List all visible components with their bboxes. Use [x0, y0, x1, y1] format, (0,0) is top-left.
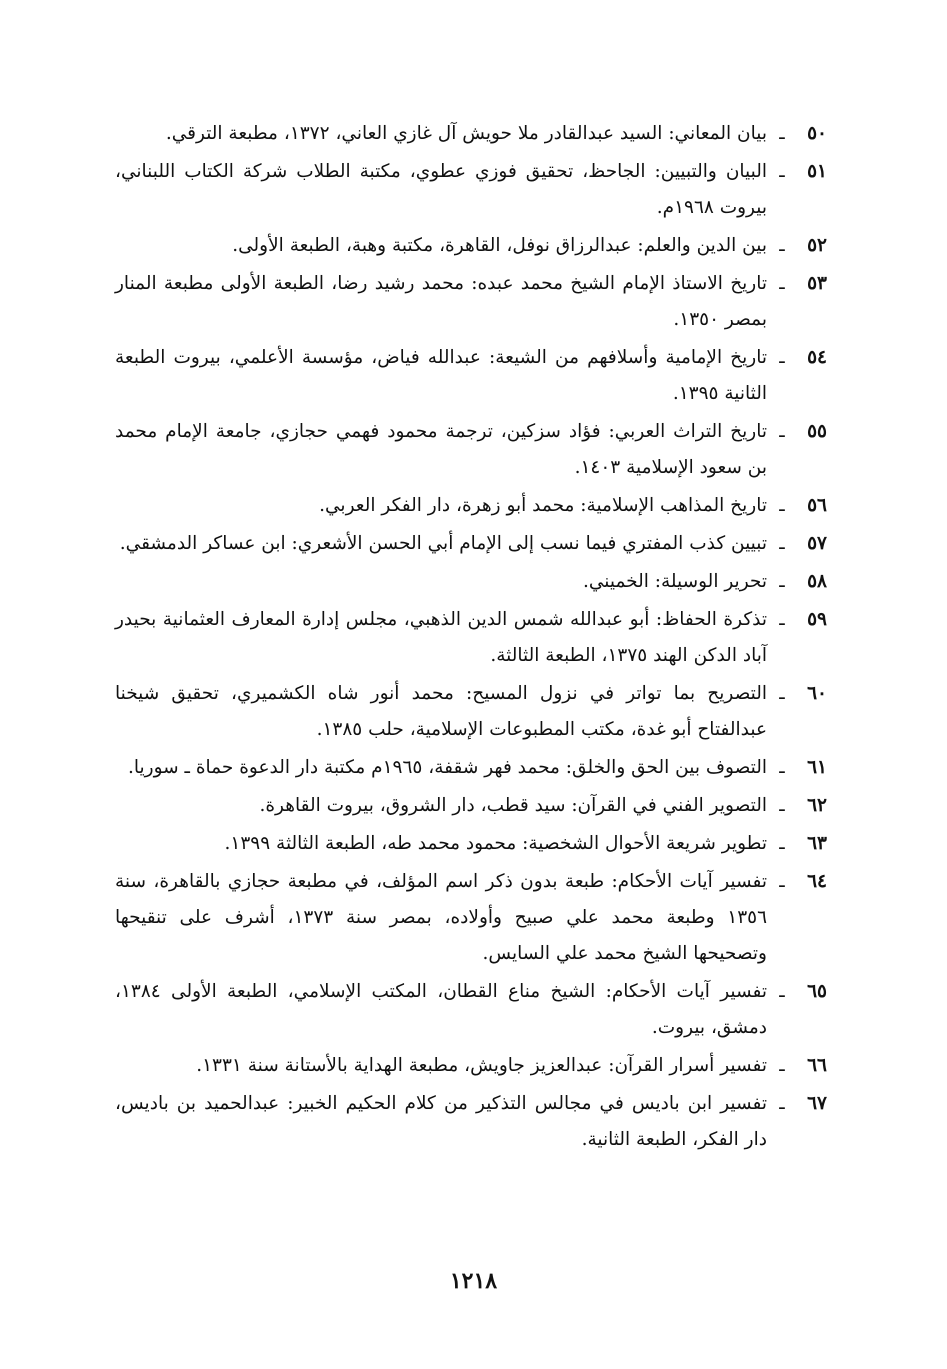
bibliography-entry [115, 340, 827, 412]
entry-text: تفسير أسرار القرآن: عبدالعزيز جاويش، مطبعة الهداية بالأستانة سنة ١٣٣١. [196, 1055, 767, 1076]
entry-dash: ـ [779, 347, 785, 368]
entry-number: ٥١ [807, 161, 827, 182]
entry-text: التصريح بما تواتر في نزول المسيح: محمد أنور شاه الكشميري، تحقيق شيخنا عبدالفتاح أبو غدة، مكتب المطبوعات الإسلامية، حلب ١٣٨٥. [115, 683, 767, 740]
entry-text: تبيين كذب المفتري فيما نسب إلى الإمام أبي الحسن الأشعري: ابن عساكر الدمشقي. [119, 533, 767, 554]
entry-dash: ـ [779, 273, 785, 294]
entry-dash: ـ [779, 981, 785, 1002]
entry-number: ٦٣ [807, 833, 827, 854]
entry-dash: ـ [779, 421, 785, 442]
entry-number: ٥٦ [807, 495, 827, 516]
entry-dash: ـ [779, 123, 785, 144]
bibliography-entry [115, 228, 827, 264]
entry-text: تاريخ الاستاذ الإمام الشيخ محمد عبده: محمد رشيد رضا، الطبعة الأولى مطبعة المنار بمصر ١٣٥٠. [115, 273, 767, 330]
entry-text: تذكرة الحفاظ: أبو عبدالله شمس الدين الذهبي، مجلس إدارة المعارف العثمانية بحيدر آباد الدكن الهند ١٣٧٥، الطبعة الثالثة. [115, 609, 767, 666]
entry-number: ٥٢ [807, 235, 827, 256]
bibliography-entry [115, 974, 827, 1046]
entry-number: ٦٦ [807, 1055, 827, 1076]
entry-dash: ـ [779, 609, 785, 630]
entry-text: تاريخ التراث العربي: فؤاد سزكين، ترجمة محمود فهمي حجازي، جامعة الإمام محمد بن سعود الإسلامية ١٤٠٣. [115, 421, 767, 478]
entry-dash: ـ [779, 871, 785, 892]
bibliography-entry [115, 826, 827, 862]
bibliography-list [115, 116, 827, 1160]
entry-text: بين الدين والعلم: عبدالرزاق نوفل، القاهرة، مكتبة وهبة، الطبعة الأولى. [232, 235, 767, 256]
entry-dash: ـ [779, 495, 785, 516]
entry-text: تاريخ المذاهب الإسلامية: محمد أبو زهرة، دار الفكر العربي. [319, 495, 767, 516]
entry-dash: ـ [779, 833, 785, 854]
entry-dash: ـ [779, 757, 785, 778]
bibliography-entry [115, 526, 827, 562]
bibliography-entry [115, 602, 827, 674]
entry-text: تطوير شريعة الأحوال الشخصية: محمود محمد طه، الطبعة الثالثة ١٣٩٩. [224, 833, 767, 854]
entry-text: البيان والتبيين: الجاحظ، تحقيق فوزي عطوي، مكتبة الطلاب شركة الكتاب اللبناني، بيروت ١٩٦٨م. [115, 161, 767, 218]
entry-number: ٦٥ [807, 981, 827, 1002]
entry-dash: ـ [779, 1093, 785, 1114]
entry-text: التصوير الفني في القرآن: سيد قطب، دار الشروق، بيروت القاهرة. [259, 795, 767, 816]
entry-number: ٥٨ [807, 571, 827, 592]
bibliography-entry [115, 1048, 827, 1084]
entry-text: تفسير آيات الأحكام: الشيخ مناع القطان، المكتب الإسلامي، الطبعة الأولى ١٣٨٤، دمشق، بيروت. [115, 981, 767, 1038]
entry-number: ٦٤ [807, 871, 827, 892]
entry-dash: ـ [779, 235, 785, 256]
entry-text: تفسير آيات الأحكام: طبعة بدون ذكر اسم المؤلف، في مطبعة حجازي بالقاهرة، سنة ١٣٥٦ وطبعة محمد علي صبيح وأولاده، بمصر سنة ١٣٧٣، أشرف على تنقيحها وتصحيحها الشيخ محمد علي السايس. [115, 871, 768, 964]
entry-number: ٦١ [807, 757, 827, 778]
bibliography-entry [115, 564, 827, 600]
entry-number: ٦٧ [807, 1093, 827, 1114]
bibliography-entry [115, 788, 827, 824]
entry-dash: ـ [779, 795, 785, 816]
bibliography-entry [115, 750, 827, 786]
bibliography-entry [115, 864, 827, 972]
entry-dash: ـ [779, 1055, 785, 1076]
bibliography-entry [115, 116, 827, 152]
entry-number: ٥٩ [807, 609, 827, 630]
bibliography-entry [115, 1086, 827, 1158]
entry-text: تحرير الوسيلة: الخميني. [583, 571, 767, 592]
bibliography-entry [115, 414, 827, 486]
entry-text: تاريخ الإمامية وأسلافهم من الشيعة: عبدالله فياض، مؤسسة الأعلمي، بيروت الطبعة الثانية ١٣٩٥. [115, 347, 767, 404]
entry-number: ٥٥ [807, 421, 827, 442]
entry-dash: ـ [779, 683, 785, 704]
entry-number: ٦٢ [807, 795, 827, 816]
entry-number: ٥٣ [807, 273, 827, 294]
bibliography-entry [115, 154, 827, 226]
entry-number: ٦٠ [807, 683, 827, 704]
entry-text: بيان المعاني: السيد عبدالقادر ملا حويش آل غازي العاني، ١٣٧٢، مطبعة الترقي. [165, 123, 767, 144]
entry-number: ٥٤ [807, 347, 827, 368]
entry-number: ٥٠ [807, 123, 827, 144]
bibliography-entry [115, 488, 827, 524]
entry-dash: ـ [779, 533, 785, 554]
entry-text: التصوف بين الحق والخلق: محمد فهر شقفة، ١٩٦٥م مكتبة دار الدعوة حماة ـ سوريا. [128, 757, 767, 778]
entry-dash: ـ [779, 571, 785, 592]
bibliography-entry [115, 266, 827, 338]
entry-text: تفسير ابن باديس في مجالس التذكير من كلام الحكيم الخبير: عبدالحميد بن باديس، دار الفكر، الطبعة الثانية. [115, 1093, 767, 1150]
entry-number: ٥٧ [807, 533, 827, 554]
page-number: ١٢١٨ [449, 1268, 498, 1294]
bibliography-entry [115, 676, 827, 748]
entry-dash: ـ [779, 161, 785, 182]
